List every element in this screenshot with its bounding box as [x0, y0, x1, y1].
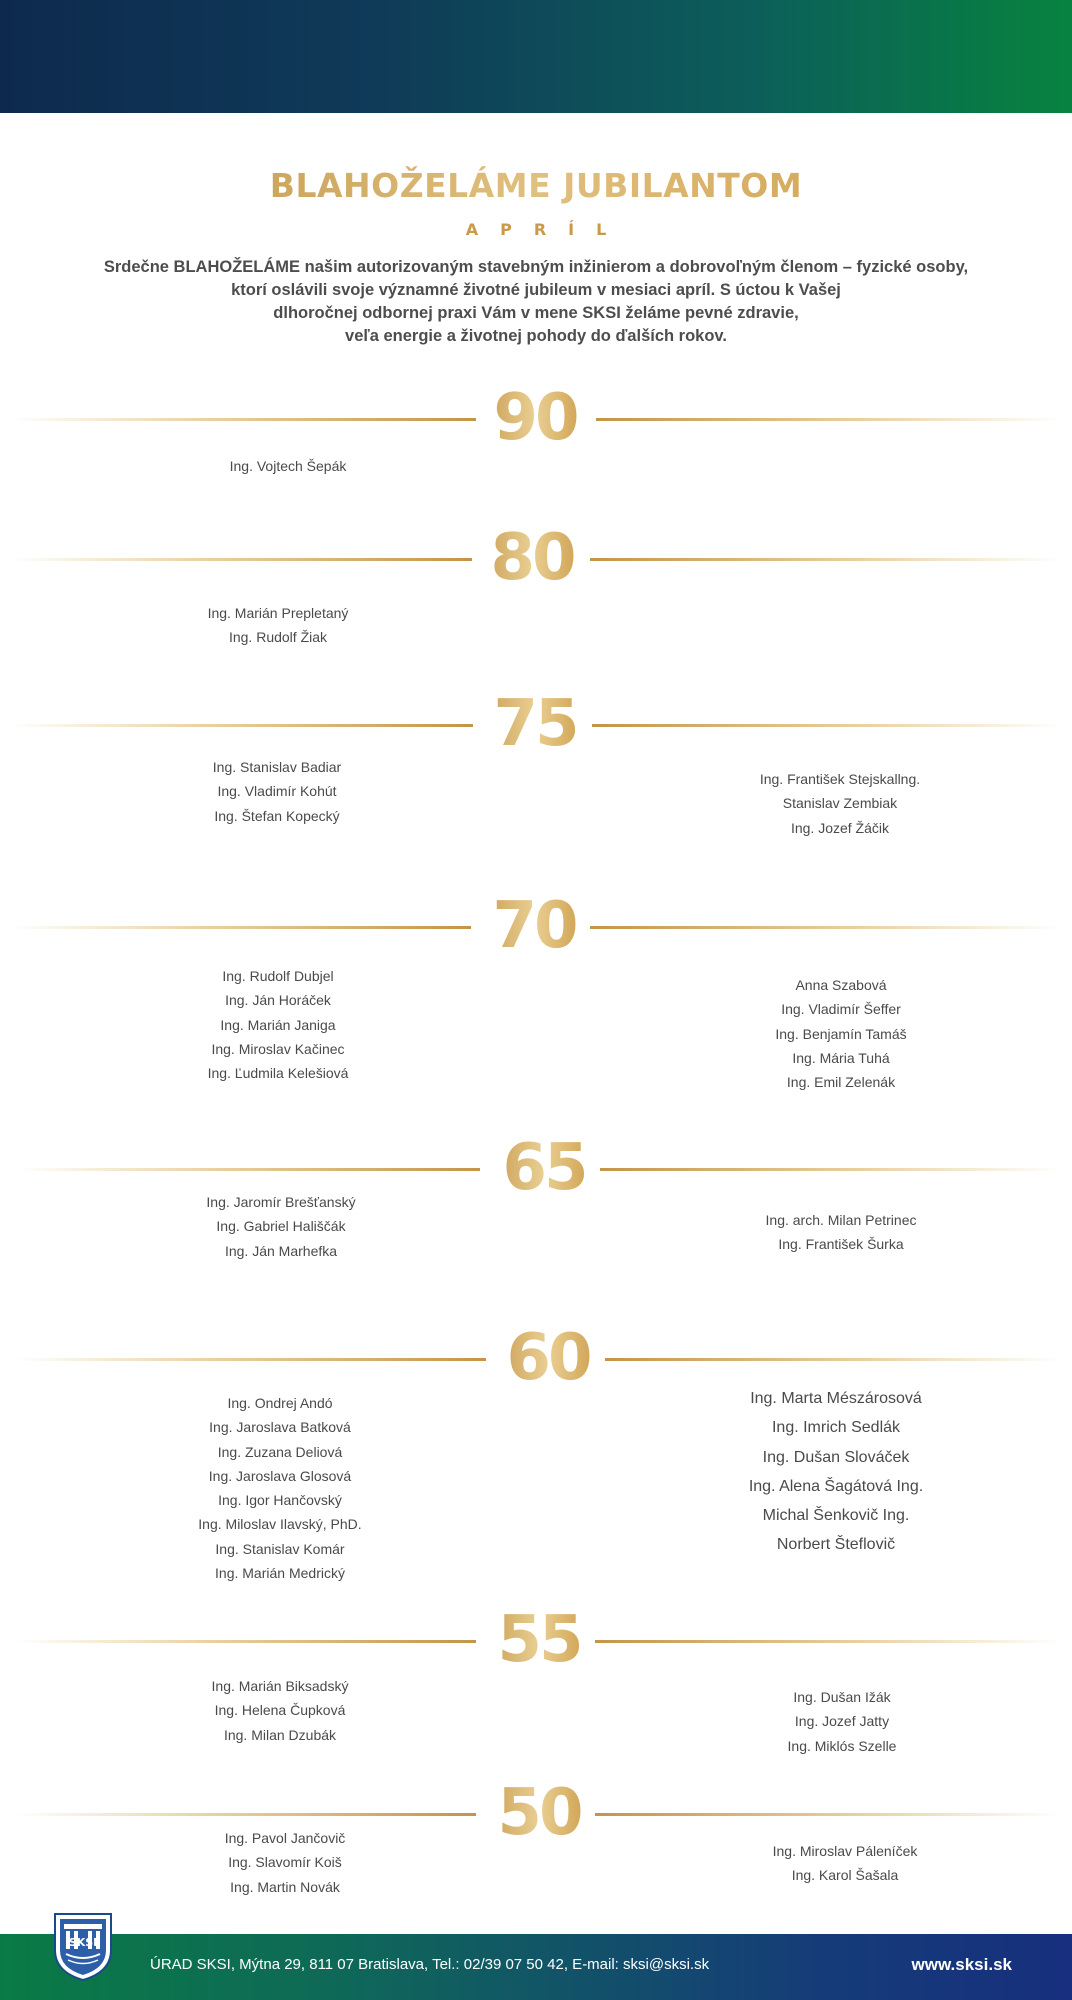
jubilant-name: Ing. Helena Čupková [214, 1702, 346, 1719]
jubilant-name: Ing. Miloslav Ilavský, PhD. [198, 1516, 362, 1533]
divider-left [14, 1358, 486, 1361]
names-right [680, 767, 1000, 840]
divider-left [14, 1640, 476, 1643]
intro-text [90, 256, 982, 348]
age-number: 80 [472, 526, 592, 590]
divider-right [596, 418, 1062, 421]
names-right [681, 1208, 1001, 1257]
jubilant-name: Ing. Martin Novák [230, 1878, 340, 1895]
jubilant-name: Ing. Emil Zelenák [786, 1074, 896, 1091]
names-left [121, 1190, 441, 1263]
age-number: 65 [484, 1136, 604, 1200]
jubilant-name: Ing. Pavol Jančovič [224, 1830, 346, 1846]
intro-line: ktorí oslávili svoje významné životné jubileum v mesiaci apríl. S úctou k Vašej [231, 281, 841, 299]
jubilant-name: Ing. Miklós Szelle [787, 1737, 897, 1754]
age-number: 75 [475, 692, 595, 756]
jubilant-name: Ing. Ľudmila Kelešiová [207, 1065, 349, 1082]
jubilant-name: Ing. Marta Mészárosová [750, 1390, 922, 1407]
divider-left [18, 1168, 480, 1171]
age-number: 50 [479, 1781, 599, 1845]
names-right [685, 1839, 1005, 1888]
jubilant-name: Ing. Vladimír Šeffer [781, 1001, 901, 1018]
jubilant-name: Ing. Stanislav Komár [215, 1540, 345, 1557]
age-number: 55 [479, 1608, 599, 1672]
jubilant-name: Ing. Dušan Ižák [793, 1689, 891, 1705]
jubilant-name: Ing. Mária Tuhá [792, 1049, 890, 1066]
website-link[interactable]: www.sksi.sk [911, 1955, 1012, 1974]
jubilant-name: Ing. Dušan Slováček [762, 1448, 910, 1466]
names-left [128, 454, 448, 478]
age-number: 60 [488, 1326, 608, 1390]
footer-address: ÚRAD SKSI, Mýtna 29, 811 07 Bratislava, Tel.: 02/39 07 50 42, E-mail: sksi@sksi.sk [150, 1956, 710, 1973]
divider-right [600, 1168, 1062, 1171]
sksi-logo [52, 1910, 114, 1982]
divider-left [10, 724, 473, 727]
jubilant-name: Norbert Šteflovič [776, 1536, 896, 1554]
names-left [120, 1674, 440, 1747]
jubilant-name: Ing. Imrich Sedlák [771, 1419, 901, 1437]
jubilant-name: Ing. Marián Medrický [215, 1565, 345, 1582]
jubilant-name: Ing. Milan Dzubák [223, 1726, 337, 1743]
jubilant-name: Ing. František Stejskallng. [759, 771, 921, 787]
divider-left [10, 418, 476, 421]
jubilant-name: Ing. Jaroslava Batková [209, 1419, 351, 1436]
intro-line: veľa energie a životnej pohody do ďalších rokov. [345, 327, 727, 345]
jubilant-name: Ing. Alena Šagátová Ing. [748, 1477, 924, 1495]
names-left [118, 601, 438, 650]
intro-line: Srdečne BLAHOŽELÁME našim autorizovaným stavebným inžinierom a dobrovoľným členom – fyzické osoby, [103, 258, 969, 276]
names-right [682, 1685, 1002, 1758]
jubilant-name: Ing. Stanislav Badiar [212, 759, 342, 775]
divider-right [605, 1358, 1062, 1361]
jubilant-name: Anna Szabová [795, 977, 887, 993]
jubilant-name: Ing. Gabriel Hališčák [216, 1218, 346, 1235]
divider-left [14, 1813, 476, 1816]
jubilant-name: Stanislav Zembiak [782, 795, 898, 812]
jubilant-name: Ing. František Šurka [778, 1236, 904, 1253]
divider-left [10, 926, 471, 929]
logo-text: SKSI [68, 1936, 98, 1949]
jubilant-name: Ing. Ján Horáček [225, 992, 331, 1009]
age-number: 90 [475, 386, 595, 450]
jubilant-name: Ing. Marián Prepletaný [207, 605, 349, 621]
names-left [117, 755, 437, 828]
divider-right [595, 1813, 1062, 1816]
jubilant-name: Ing. Ondrej Andó [227, 1395, 333, 1411]
intro-line: dlhoročnej odbornej praxi Vám v mene SKSI želáme pevné zdravie, [273, 304, 799, 322]
divider-right [590, 558, 1062, 561]
jubilant-name: Michal Šenkovič Ing. [762, 1507, 910, 1525]
jubilant-name: Ing. Jozef Jatty [794, 1713, 890, 1730]
divider-right [595, 1640, 1062, 1643]
divider-right [592, 724, 1062, 727]
month-label: APRÍL [465, 220, 629, 239]
age-number: 70 [474, 894, 594, 958]
jubilant-name: Ing. Ján Marhefka [224, 1242, 338, 1259]
jubilant-name: Ing. Jozef Žáčik [790, 819, 890, 836]
page-title: BLAHOŽELÁME JUBILANTOM [0, 166, 1072, 205]
jubilant-name: Ing. Slavomír Koiš [228, 1854, 342, 1871]
jubilant-name: Ing. Vojtech Šepák [229, 458, 347, 474]
jubilant-name: Ing. Marián Janiga [220, 1016, 336, 1033]
header-band [0, 0, 1072, 113]
jubilant-name: Ing. Zuzana Deliová [217, 1443, 343, 1460]
jubilant-name: Ing. Jaroslava Glosová [208, 1467, 352, 1484]
jubilant-name: Ing. arch. Milan Petrinec [765, 1212, 917, 1228]
jubilant-name: Ing. Rudolf Dubjel [222, 968, 334, 984]
jubilant-name: Ing. Miroslav Kačinec [211, 1040, 345, 1057]
names-left [125, 1826, 445, 1899]
jubilant-name: Ing. Igor Hančovský [218, 1492, 342, 1509]
names-right [681, 973, 1001, 1094]
jubilant-name: Ing. Rudolf Žiak [228, 629, 328, 646]
jubilant-name: Ing. Benjamín Tamáš [775, 1025, 907, 1042]
divider-right [590, 926, 1062, 929]
jubilant-name: Ing. Štefan Kopecký [214, 807, 340, 824]
divider-left [10, 558, 472, 561]
jubilant-name: Ing. Karol Šašala [791, 1867, 899, 1884]
jubilant-name: Ing. Vladimír Kohút [217, 783, 337, 800]
jubilant-name: Ing. Miroslav Páleníček [772, 1843, 918, 1859]
names-left [120, 1391, 440, 1585]
jubilant-name: Ing. Marián Biksadský [211, 1678, 349, 1694]
jubilant-name: Ing. Jaromír Brešťanský [206, 1194, 356, 1210]
names-right [676, 1384, 996, 1560]
names-left [118, 964, 438, 1085]
